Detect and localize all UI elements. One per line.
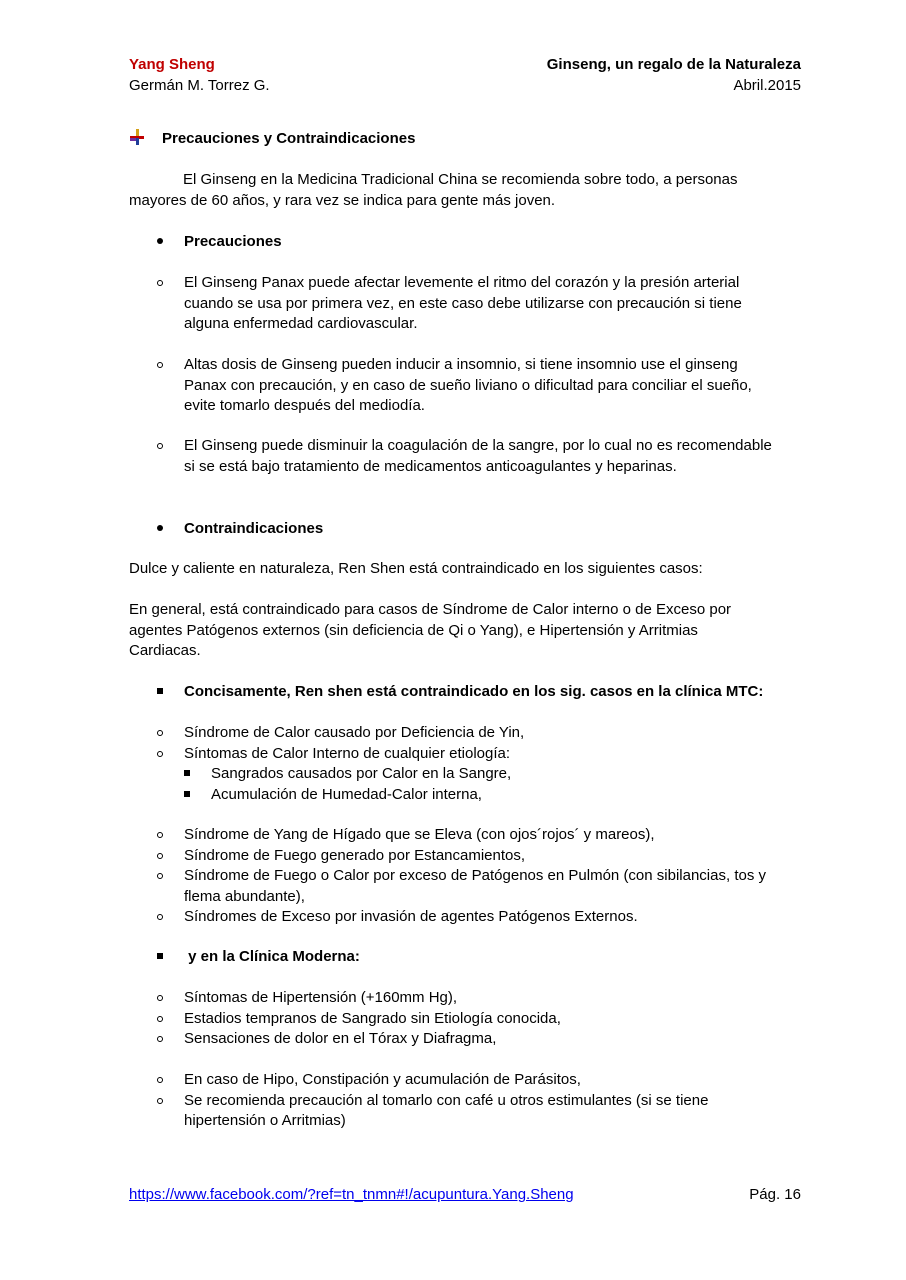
list-item-text: Síndrome de Calor causado por Deficiencia de Yin, (184, 724, 525, 741)
section-heading (129, 129, 779, 150)
bullet-dot-icon (157, 525, 163, 531)
contra-paragraph-2: En general, está contraindicado para casos de Síndrome de Calor interno o de Exceso por agentes Patógenos externos (sin deficiencia de Qi o Yang), e Hipertensión y Arritmias Cardiacas. (129, 601, 732, 659)
contra-paragraph-1: Dulce y caliente en naturaleza, Ren Shen está contraindicado en los siguientes casos: (129, 560, 703, 577)
bullet-circle-icon (157, 1036, 163, 1042)
list-item (129, 1009, 779, 1030)
bullet-circle-icon (157, 280, 163, 286)
list-item (129, 723, 779, 744)
list-item (129, 988, 779, 1009)
list-item (129, 1091, 779, 1132)
contraindicaciones-heading (129, 519, 779, 540)
sub-list-item-text: Sangrados causados por Calor en la Sangre, (211, 765, 512, 782)
list-item-text: Síndromes de Exceso por invasión de agentes Patógenos Externos. (184, 908, 638, 925)
header-title: Ginseng, un regalo de la Naturaleza (546, 56, 801, 73)
bullet-cross-icon (129, 129, 145, 145)
header-brand: Yang Sheng (129, 56, 215, 73)
bullet-circle-icon (157, 1077, 163, 1083)
modern-list-a (129, 988, 779, 1050)
sub-list-item (129, 785, 779, 806)
bullet-dot-icon (157, 238, 163, 244)
precaucion-item (129, 273, 779, 335)
list-item-text: Estadios tempranos de Sangrado sin Etiología conocida, (184, 1009, 561, 1027)
precaucion-text: Altas dosis de Ginseng pueden inducir a insomnio, si tiene insomnio use el ginseng Panax con precaución, y en caso de sueño liviano o dificultad para conciliar el sueño, evite tomarlo después del mediodía. (184, 356, 752, 414)
precaucion-text: El Ginseng puede disminuir la coagulación de la sangre, por lo cual no es recomendable si se está bajo tratamiento de medicamentos anticoagulantes y heparinas. (184, 437, 772, 475)
bullet-square-icon (157, 953, 163, 959)
contraindicaciones-title: Contraindicaciones (184, 520, 324, 537)
precauciones-heading (129, 232, 779, 253)
list-item-text: Se recomienda precaución al tomarlo con café u otros estimulantes (si se tiene hipertensión o Arritmias) (184, 1091, 709, 1129)
precaucion-item (129, 436, 779, 477)
list-item (129, 825, 779, 846)
bullet-circle-icon (157, 730, 163, 736)
mtc-list-b (129, 825, 779, 928)
mtc-heading (129, 682, 779, 703)
precaucion-item (129, 355, 779, 417)
sub-list-item-text: Acumulación de Humedad-Calor interna, (211, 785, 482, 803)
bullet-circle-icon (157, 914, 163, 920)
header-left (129, 55, 429, 96)
page-number: Pág. 16 (749, 1186, 801, 1203)
bullet-circle-icon (157, 873, 163, 879)
bullet-circle-icon (157, 853, 163, 859)
bullet-square-icon (184, 770, 190, 776)
modern-heading (129, 947, 779, 968)
header-right (441, 55, 801, 96)
section-heading-text: Precauciones y Contraindicaciones (162, 130, 416, 147)
list-item-text: Síndrome de Yang de Hígado que se Eleva (con ojos´rojos´ y mareos), (184, 826, 655, 843)
list-item (129, 744, 779, 765)
bullet-circle-icon (157, 751, 163, 757)
list-item-text: Sensaciones de dolor en el Tórax y Diafragma, (184, 1030, 497, 1047)
bullet-square-icon (157, 688, 163, 694)
header-date: Abril.2015 (733, 76, 801, 94)
bullet-circle-icon (157, 1098, 163, 1104)
list-item (129, 866, 779, 907)
bullet-circle-icon (157, 1016, 163, 1022)
header-author: Germán M. Torrez G. (129, 76, 270, 94)
list-item (129, 846, 779, 867)
bullet-circle-icon (157, 362, 163, 368)
list-item-text: Síndrome de Fuego o Calor por exceso de Patógenos en Pulmón (con sibilancias, tos y flema abundante), (184, 867, 766, 905)
list-item-text: Síntomas de Hipertensión (+160mm Hg), (184, 989, 458, 1006)
list-item-text: En caso de Hipo, Constipación y acumulación de Parásitos, (184, 1071, 581, 1088)
mtc-list-a (129, 723, 779, 805)
bullet-square-icon (184, 791, 190, 797)
precaucion-text: El Ginseng Panax puede afectar levemente el ritmo del corazón y la presión arterial cuando se usa por primera vez, en este caso debe utilizarse con precaución si tiene alguna enfermedad cardiovascular. (184, 274, 742, 332)
precauciones-title: Precauciones (184, 233, 282, 250)
modern-title: y en la Clínica Moderna: (184, 948, 360, 965)
list-item-text: Síndrome de Fuego generado por Estancamientos, (184, 846, 526, 864)
mtc-title: Concisamente, Ren shen está contraindicado en los sig. casos en la clínica MTC: (184, 683, 764, 700)
modern-list-b (129, 1070, 779, 1132)
bullet-circle-icon (157, 995, 163, 1001)
bullet-circle-icon (157, 832, 163, 838)
footer-facebook-link[interactable]: https://www.facebook.com/?ref=tn_tnmn#!/acupuntura.Yang.Sheng (129, 1186, 574, 1203)
sub-list-item (129, 764, 779, 785)
intro-paragraph: El Ginseng en la Medicina Tradicional China se recomienda sobre todo, a personas mayores de 60 años, y rara vez se indica para gente más joven. (129, 171, 738, 209)
list-item-text: Síntomas de Calor Interno de cualquier etiología: (184, 744, 511, 762)
list-item (129, 1070, 779, 1091)
list-item (129, 907, 779, 928)
bullet-circle-icon (157, 443, 163, 449)
list-item (129, 1029, 779, 1050)
